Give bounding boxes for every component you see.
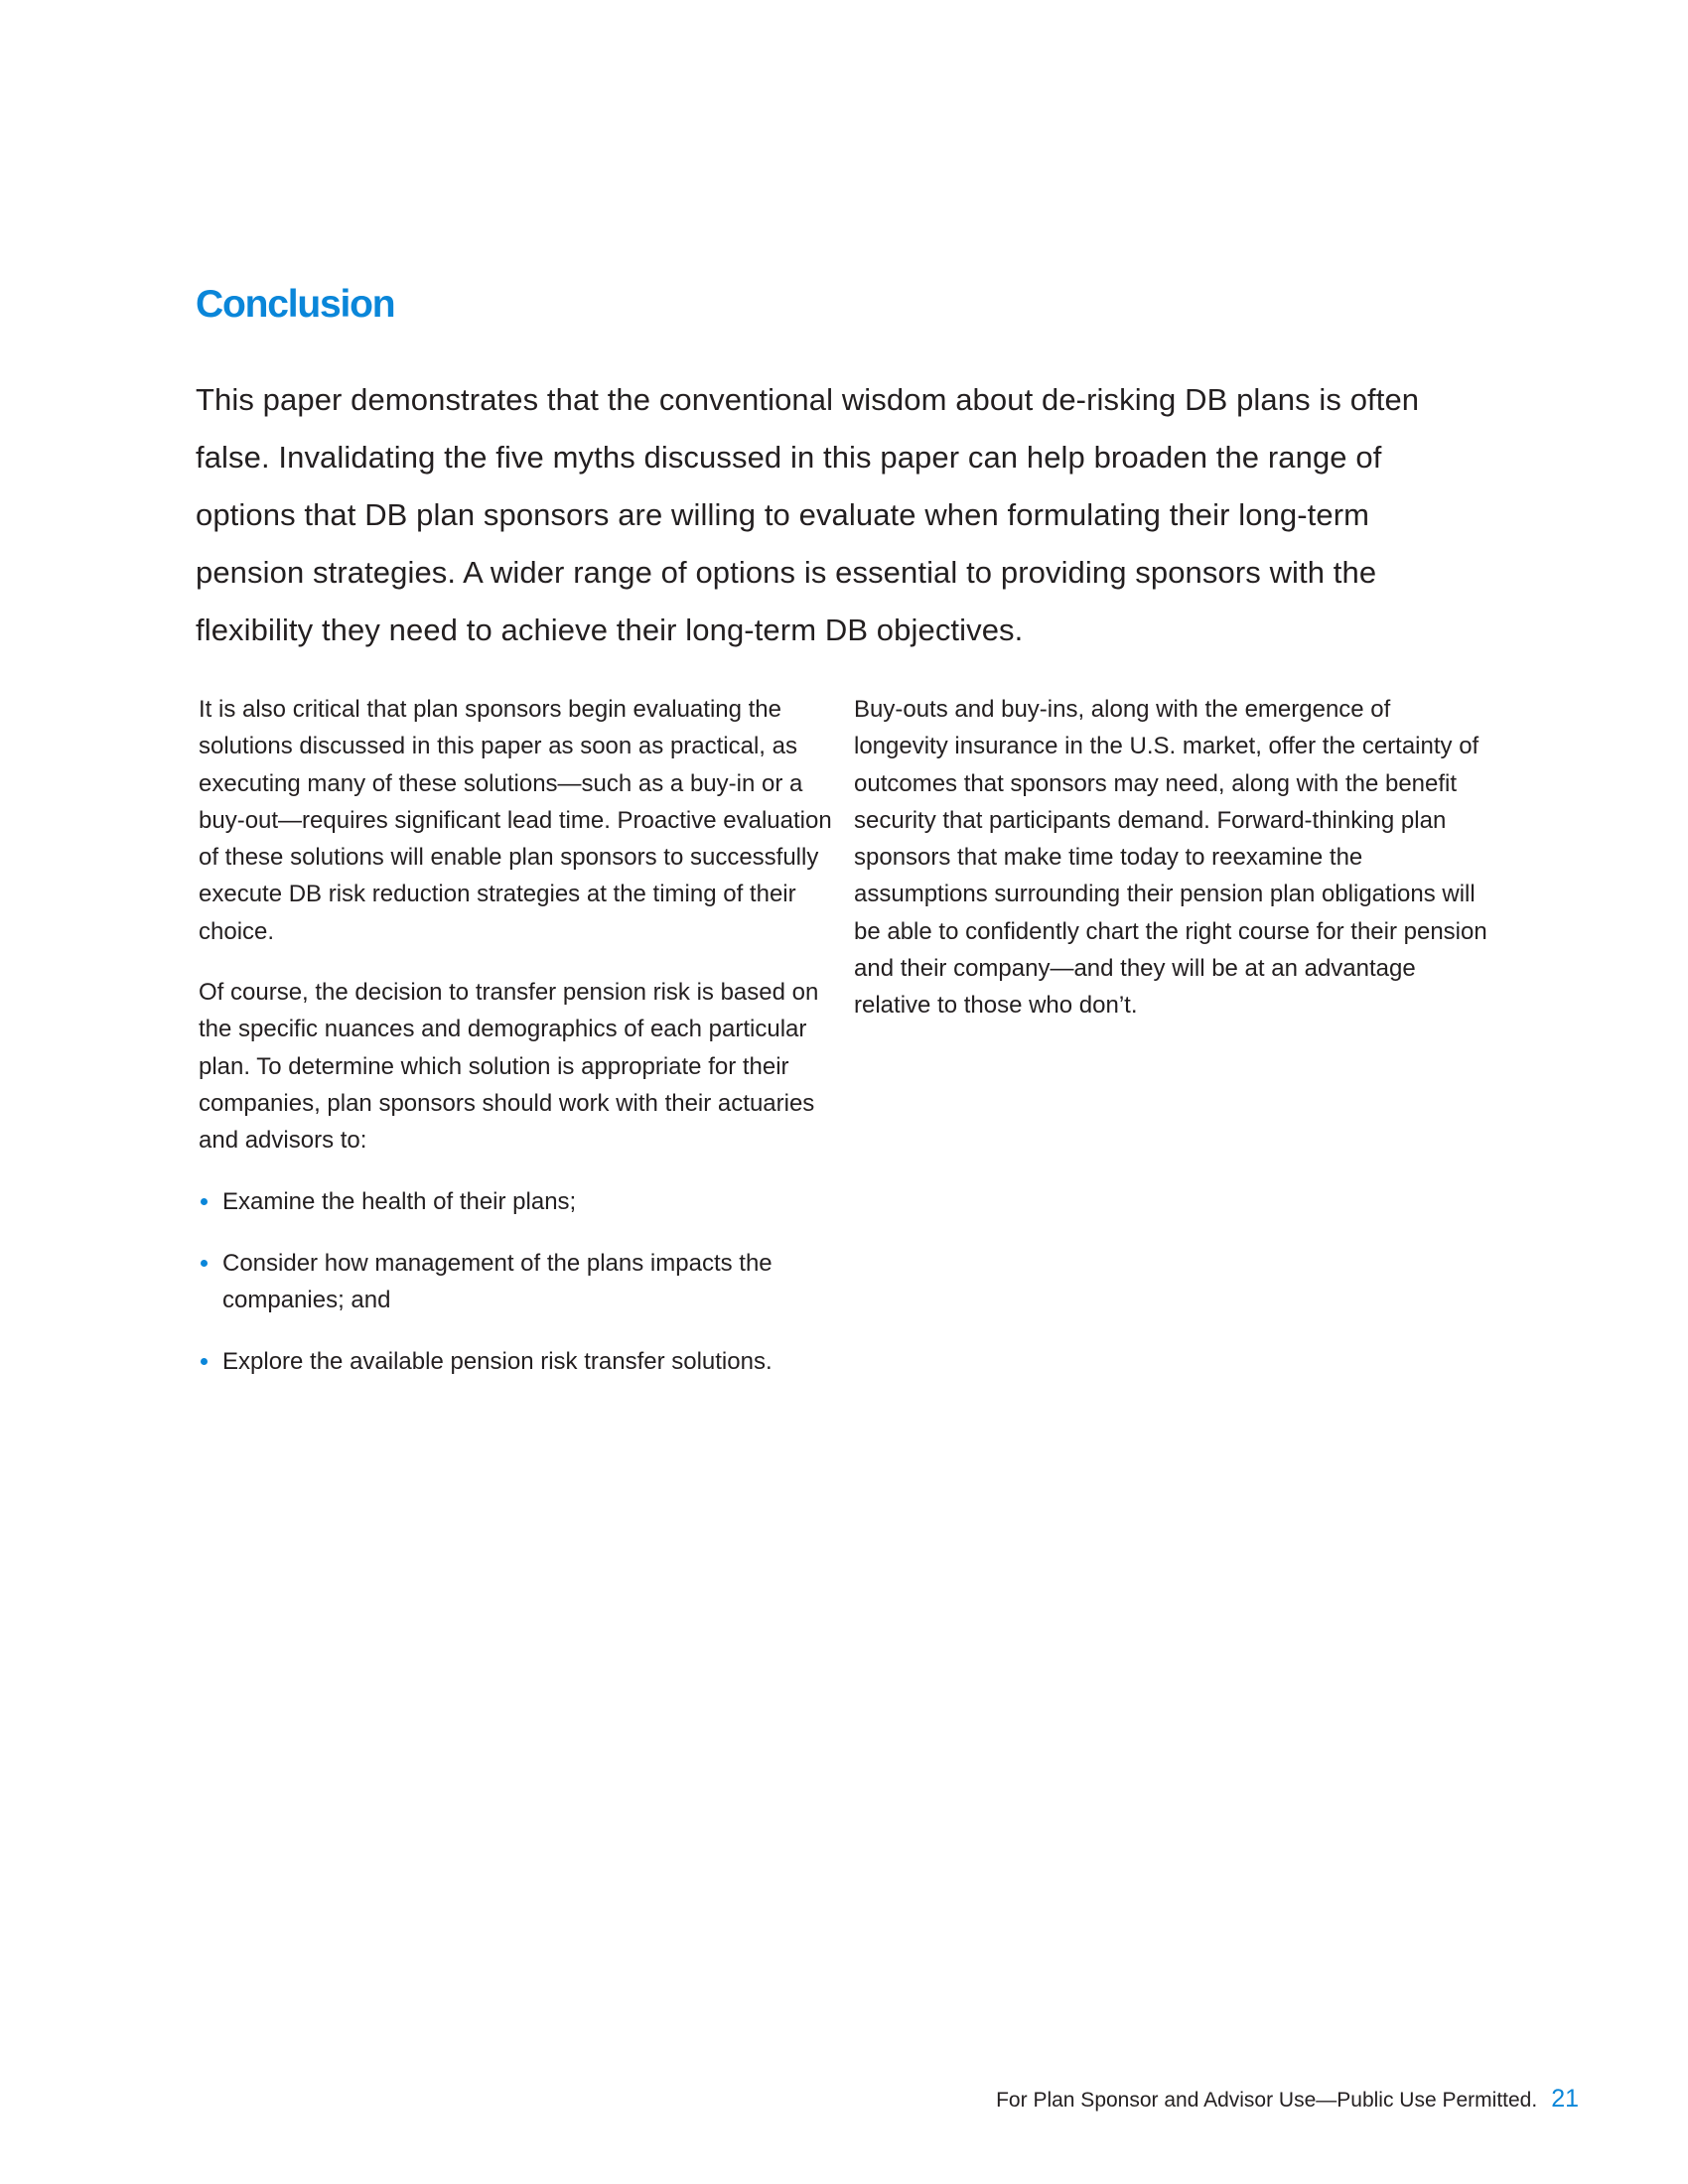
lead-paragraph: This paper demonstrates that the conventional wisdom about de-risking DB plans is often false. Invalidating the five myths discussed in this paper can help broaden the range of options that DB plan sponsors are willing to evaluate when formulating their long-term pension strategies. A wider range of options is essential to providing sponsors with the flexibility they need to achieve their long-term DB objectives. bbox=[196, 382, 1420, 647]
section-heading: Conclusion bbox=[196, 283, 395, 326]
page-footer bbox=[996, 2085, 1579, 2114]
list-item-text: Examine the health of their plans; bbox=[222, 1187, 577, 1215]
list-item bbox=[199, 1183, 834, 1220]
bullet-dot-icon bbox=[201, 1260, 208, 1267]
left-column bbox=[199, 691, 834, 1406]
bullet-list bbox=[199, 1183, 834, 1381]
body-paragraph: Buy-outs and buy-ins, along with the emergence of longevity insurance in the U.S. market, offer the certainty of outcomes that sponsors may need, along with the benefit security that participants demand. Forward-thinking plan sponsors that make time today to reexamine the assumptions surrounding their pension plan obligations will be able to confidently chart the right course for their pension and their company—and they will be at an advantage relative to those who don’t. bbox=[854, 696, 1487, 1020]
list-item-text: Consider how management of the plans impacts the companies; and bbox=[222, 1249, 773, 1314]
body-paragraph: It is also critical that plan sponsors begin evaluating the solutions discussed in this paper as soon as practical, as executing many of these solutions—such as a buy-in or a buy-out—requires significant lead time. Proactive evaluation of these solutions will enable plan sponsors to successfully execute DB risk reduction strategies at the timing of their choice. bbox=[199, 696, 832, 945]
bullet-dot-icon bbox=[201, 1198, 208, 1205]
list-item bbox=[199, 1343, 834, 1380]
footer-text: For Plan Sponsor and Advisor Use—Public Use Permitted. bbox=[996, 2089, 1538, 2112]
body-paragraph: Of course, the decision to transfer pension risk is based on the specific nuances and demographics of each particular plan. To determine which solution is appropriate for their companies, plan sponsors should work with their actuaries and advisors to: bbox=[199, 979, 819, 1155]
page-number: 21 bbox=[1551, 2085, 1579, 2113]
right-column bbox=[854, 691, 1489, 1048]
list-item bbox=[199, 1245, 834, 1319]
list-item-text: Explore the available pension risk transfer solutions. bbox=[222, 1348, 773, 1376]
bullet-dot-icon bbox=[201, 1358, 208, 1365]
